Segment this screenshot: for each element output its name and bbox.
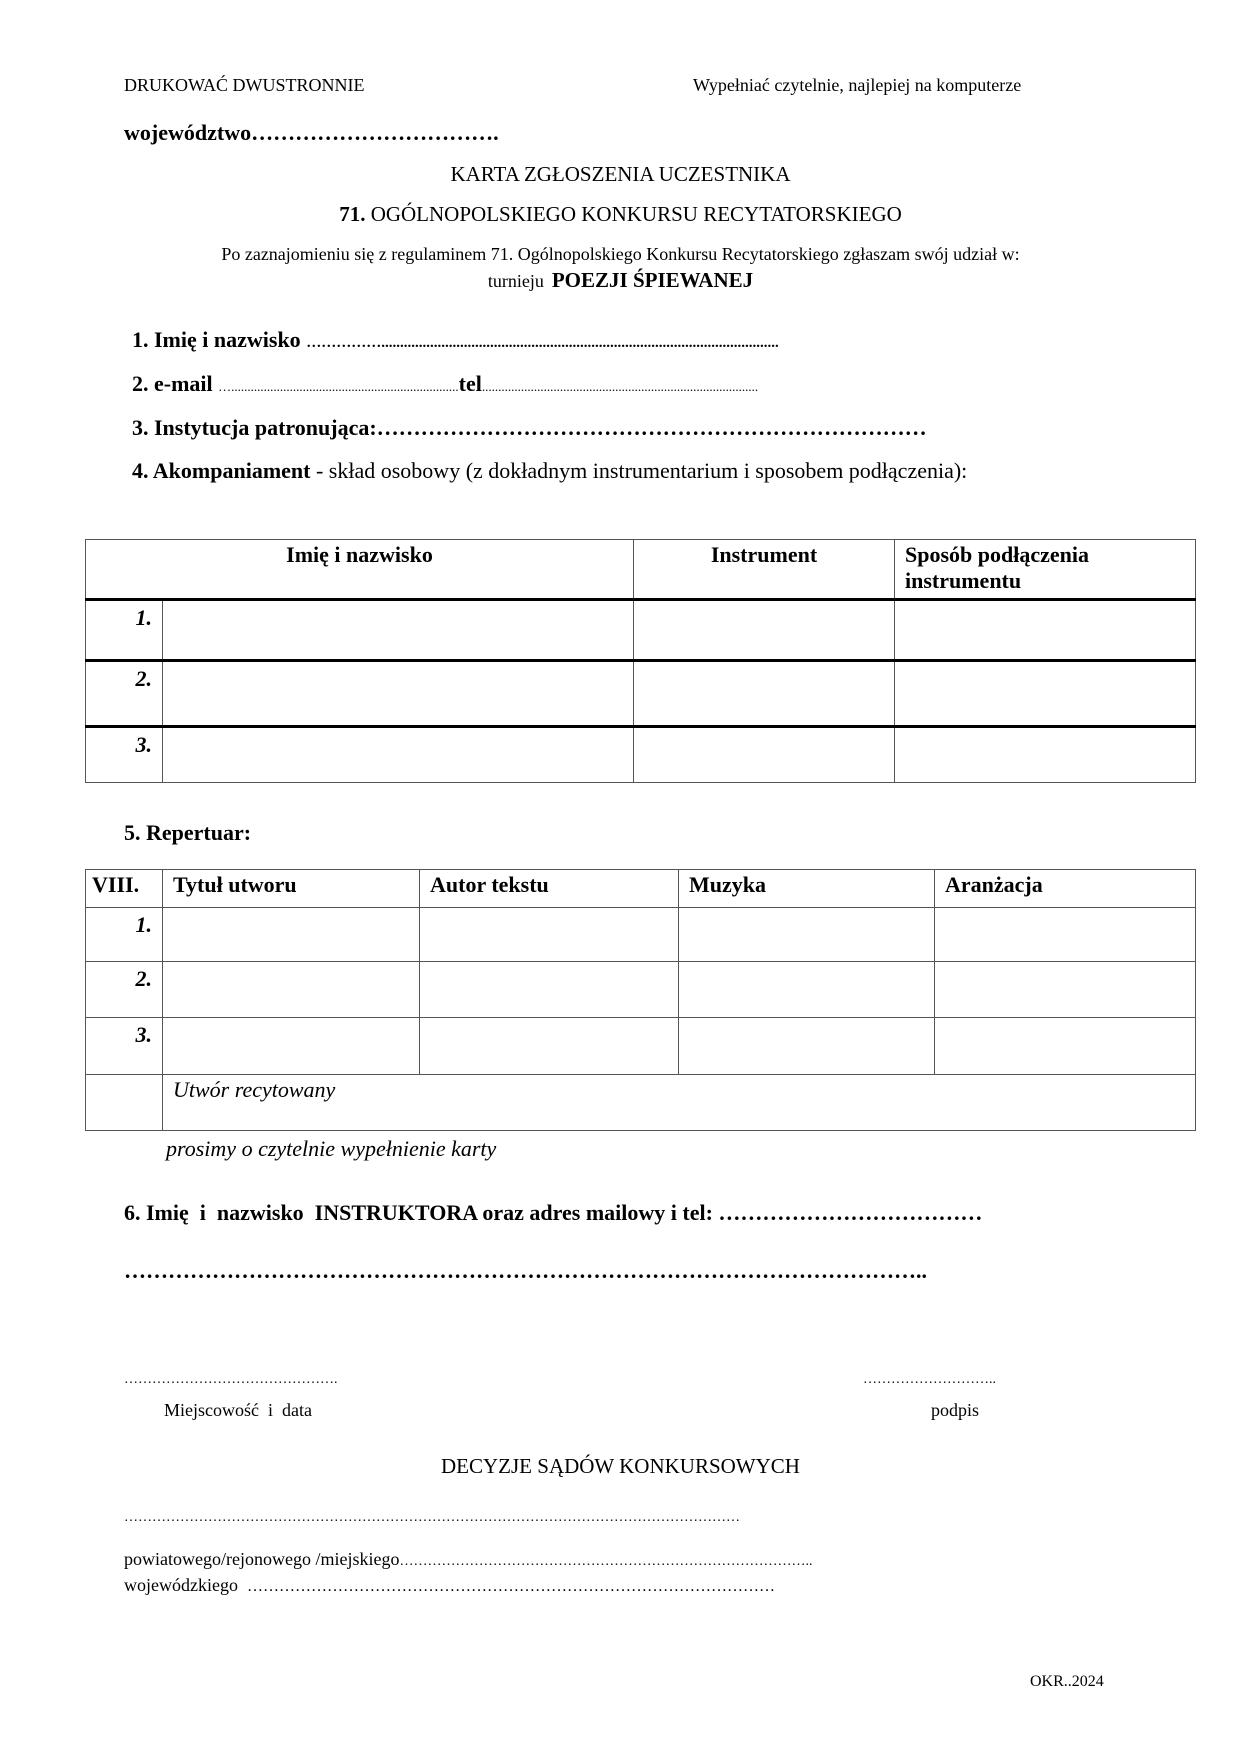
instructor-field[interactable] bbox=[124, 1200, 982, 1226]
voivodeship-field[interactable] bbox=[124, 120, 499, 146]
instructor-dots-line[interactable]: ……………………………………………………………………………………………….. bbox=[124, 1258, 927, 1283]
recited-piece-cell[interactable]: Utwór recytowany bbox=[163, 1075, 1196, 1131]
accompaniment-table bbox=[85, 539, 1196, 783]
recited-number-cell bbox=[86, 1075, 163, 1131]
contest-title bbox=[0, 202, 1241, 227]
instructor-label: 6. Imię i nazwisko INSTRUKTORA oraz adres mailowy i tel: bbox=[124, 1200, 713, 1225]
tel-dots: ..................................................................................... bbox=[481, 379, 759, 394]
table-row bbox=[86, 962, 1196, 1018]
name-cell[interactable] bbox=[163, 727, 634, 783]
accompaniment-label: 4. Akompaniament bbox=[132, 458, 311, 483]
accompaniment-desc: - skład osobowy (z dokładnym instrumentarium i sposobem podłączenia): bbox=[315, 458, 968, 483]
connection-cell[interactable] bbox=[895, 727, 1196, 783]
district-label: powiatowego/rejonowego /miejskiego bbox=[124, 1549, 400, 1569]
decisions-dots[interactable]: …………………………………………………………………………………………………………………… bbox=[124, 1510, 740, 1525]
arrangement-cell[interactable] bbox=[935, 962, 1196, 1018]
regional-label: wojewódzkiego bbox=[124, 1575, 238, 1595]
email-dots: …...................................................................... bbox=[218, 379, 459, 394]
print-note: DRUKOWAĆ DWUSTRONNIE bbox=[124, 75, 365, 95]
name-cell[interactable] bbox=[163, 600, 634, 661]
fill-legibly-note: prosimy o czytelnie wypełnienie karty bbox=[166, 1136, 497, 1161]
instructor-dots: ……………………………… bbox=[718, 1200, 983, 1225]
title-cell[interactable] bbox=[163, 908, 420, 962]
row-number: 3. bbox=[86, 1018, 163, 1075]
name-dots: …………….......................................................................................................... bbox=[306, 335, 779, 351]
author-cell[interactable] bbox=[420, 962, 679, 1018]
tournament-name: POEZJI ŚPIEWANEJ bbox=[551, 268, 754, 292]
institution-field[interactable] bbox=[132, 415, 927, 441]
connection-cell[interactable] bbox=[895, 661, 1196, 727]
title-cell[interactable] bbox=[163, 1018, 420, 1075]
row-number: 1. bbox=[86, 908, 163, 962]
recited-row bbox=[86, 1075, 1196, 1131]
table-row bbox=[86, 1018, 1196, 1075]
row-number: 1. bbox=[86, 600, 163, 661]
header-title: Tytuł utworu bbox=[163, 870, 420, 908]
tournament-label: turnieju bbox=[487, 271, 544, 291]
repertoire-table bbox=[85, 869, 1196, 1131]
institution-dots: ………………………………………………………………… bbox=[376, 415, 927, 440]
name-field[interactable] bbox=[132, 327, 779, 353]
contest-name: OGÓLNOPOLSKIEGO KONKURSU RECYTATORSKIEGO bbox=[370, 202, 902, 226]
header-numeral: VIII. bbox=[86, 870, 163, 908]
regional-dots: ……………………………………………………………………………………… bbox=[246, 1578, 775, 1595]
table-row bbox=[86, 727, 1196, 783]
header-arrangement: Aranżacja bbox=[935, 870, 1196, 908]
row-number: 2. bbox=[86, 962, 163, 1018]
signature-label: podpis bbox=[931, 1400, 980, 1420]
connection-cell[interactable] bbox=[895, 600, 1196, 661]
author-cell[interactable] bbox=[420, 1018, 679, 1075]
music-cell[interactable] bbox=[679, 1018, 935, 1075]
arrangement-cell[interactable] bbox=[935, 1018, 1196, 1075]
header-connection: Sposób podłączenia instrumentu bbox=[895, 540, 1196, 600]
intro-text: Po zaznajomieniu się z regulaminem 71. Ogólnopolskiego Konkursu Recytatorskiego zgłaszam swój udział w: bbox=[221, 244, 1020, 264]
table-row bbox=[86, 661, 1196, 727]
form-title: KARTA ZGŁOSZENIA UCZESTNIKA bbox=[450, 162, 791, 186]
instrument-cell[interactable] bbox=[634, 600, 895, 661]
row-number: 2. bbox=[86, 661, 163, 727]
music-cell[interactable] bbox=[679, 962, 935, 1018]
instrument-cell[interactable] bbox=[634, 661, 895, 727]
table-row bbox=[86, 600, 1196, 661]
contest-number: 71. bbox=[339, 202, 366, 226]
header-name: Imię i nazwisko bbox=[86, 540, 634, 600]
fill-note: Wypełniać czytelnie, najlepiej na komputerze bbox=[693, 75, 1022, 95]
tel-label: tel bbox=[458, 371, 482, 396]
repertoire-label: 5. Repertuar: bbox=[124, 820, 252, 845]
table-row bbox=[86, 908, 1196, 962]
tournament-line bbox=[0, 268, 1241, 293]
email-label: 2. e-mail bbox=[132, 371, 213, 396]
row-number: 3. bbox=[86, 727, 163, 783]
header-instrument: Instrument bbox=[634, 540, 895, 600]
accompaniment-heading bbox=[132, 458, 967, 484]
title-cell[interactable] bbox=[163, 962, 420, 1018]
regional-decision[interactable] bbox=[124, 1575, 775, 1596]
voivodeship-dots: ……………………………. bbox=[251, 120, 499, 145]
header-music: Muzyka bbox=[679, 870, 935, 908]
signature-dots[interactable]: ……………………….. bbox=[863, 1372, 996, 1387]
author-cell[interactable] bbox=[420, 908, 679, 962]
institution-label: 3. Instytucja patronująca: bbox=[132, 415, 377, 440]
header-lyrics-author: Autor tekstu bbox=[420, 870, 679, 908]
name-label: 1. Imię i nazwisko bbox=[132, 327, 301, 352]
place-date-dots[interactable]: ………………………………………. bbox=[124, 1372, 338, 1387]
decisions-title: DECYZJE SĄDÓW KONKURSOWYCH bbox=[441, 1454, 800, 1478]
district-decision[interactable] bbox=[124, 1549, 812, 1570]
arrangement-cell[interactable] bbox=[935, 908, 1196, 962]
form-code: OKR..2024 bbox=[1030, 1673, 1104, 1690]
contact-field[interactable] bbox=[132, 371, 758, 397]
place-date-label: Miejscowość i data bbox=[164, 1400, 312, 1420]
voivodeship-label: województwo bbox=[124, 120, 252, 145]
instrument-cell[interactable] bbox=[634, 727, 895, 783]
district-dots: …………………………………………………………………………….. bbox=[399, 1554, 813, 1569]
name-cell[interactable] bbox=[163, 661, 634, 727]
music-cell[interactable] bbox=[679, 908, 935, 962]
